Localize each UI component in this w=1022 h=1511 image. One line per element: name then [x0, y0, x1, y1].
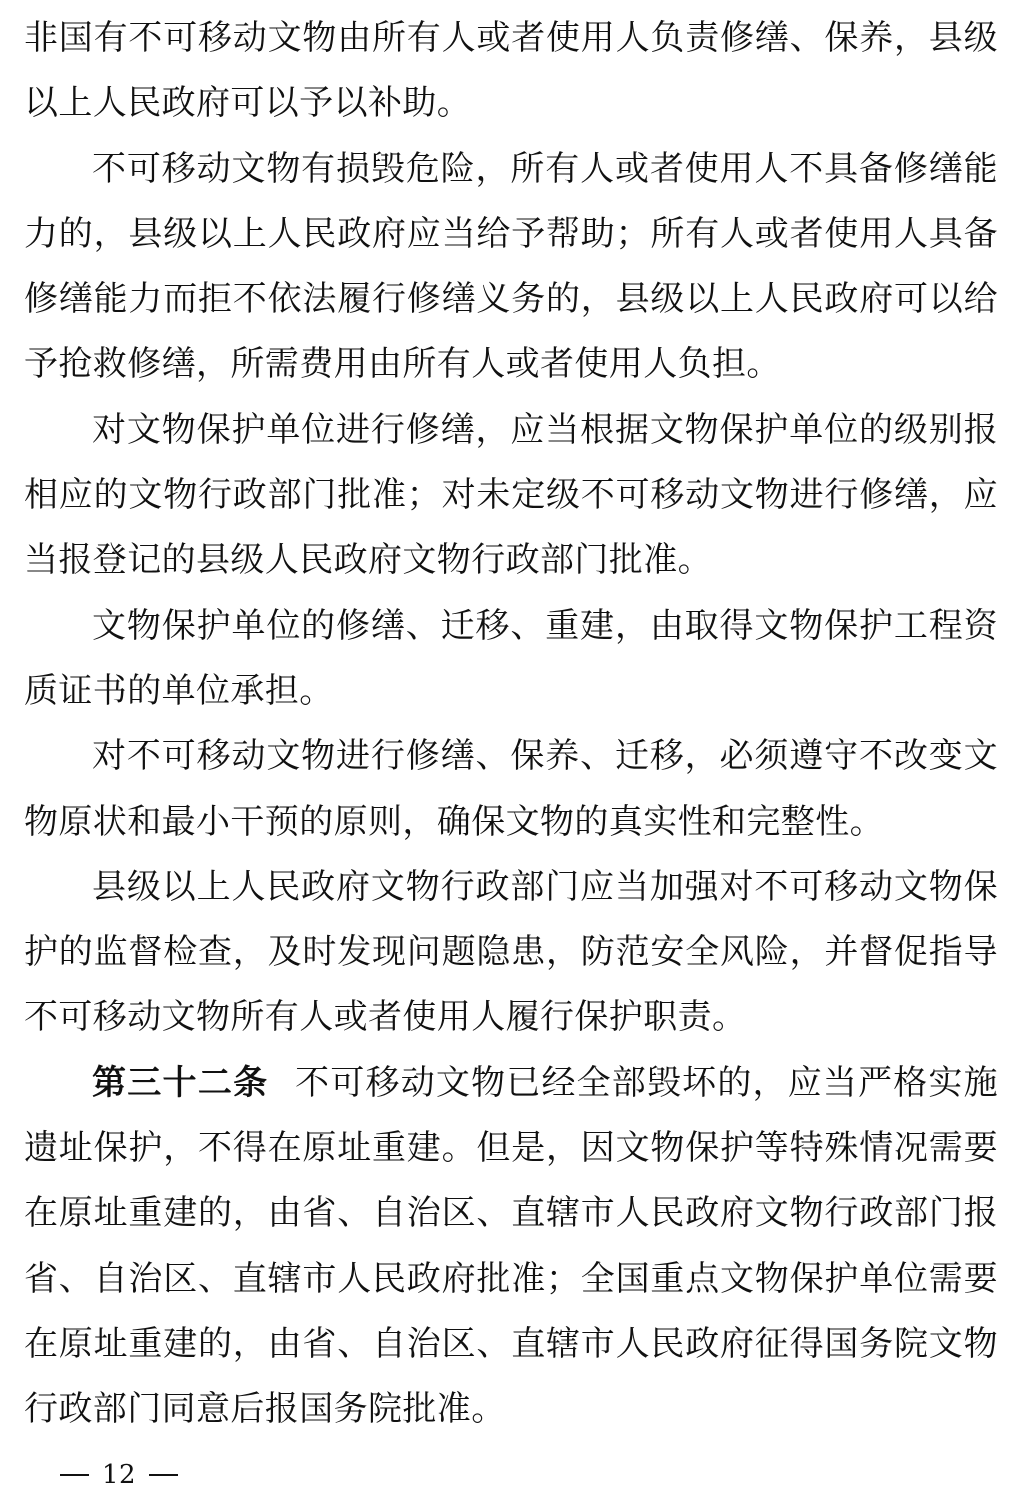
paragraph-preservation-principle: 对不可移动文物进行修缮、保养、迁移，必须遵守不改变文物原状和最小干预的原则，确保文物的真实性和完整性。 — [24, 736, 998, 842]
page-number: 12 — [102, 1460, 137, 1490]
paragraph-repair-responsibility: 非国有不可移动文物由所有人或者使用人负责修缮、保养，县级以上人民政府可以予以补助。 — [24, 18, 998, 124]
footer-right-dash — [149, 1474, 178, 1476]
article-32-paragraph — [24, 1051, 998, 1443]
document-body — [24, 6, 998, 1443]
article-text: 不可移动文物已经全部毁坏的，应当严格实施遗址保护，不得在原址重建。但是，因文物保护等特殊情况需要在原址重建的，由省、自治区、直辖市人民政府文物行政部门报省、自治区、直辖市人民政府批准；全国重点文物保护单位需要在原址重建的，由省、自治区、直辖市人民政府征得国务院文物行政部门同意后报国务院批准。 — [24, 1062, 999, 1430]
paragraph-repair-approval: 对文物保护单位进行修缮，应当根据文物保护单位的级别报相应的文物行政部门批准；对未定级不可移动文物进行修缮，应当报登记的县级人民政府文物行政部门批准。 — [24, 409, 998, 581]
paragraph-qualification: 文物保护单位的修缮、迁移、重建，由取得文物保护工程资质证书的单位承担。 — [24, 605, 998, 711]
page-footer — [60, 1455, 178, 1495]
article-heading: 第三十二条 — [92, 1062, 269, 1103]
paragraph-supervision: 县级以上人民政府文物行政部门应当加强对不可移动文物保护的监督检查，及时发现问题隐患，防范安全风险，并督促指导不可移动文物所有人或者使用人履行保护职责。 — [24, 866, 998, 1038]
footer-left-dash — [60, 1474, 89, 1476]
paragraph-damage-assistance: 不可移动文物有损毁危险，所有人或者使用人不具备修缮能力的，县级以上人民政府应当给予帮助；所有人或者使用人具备修缮能力而拒不依法履行修缮义务的，县级以上人民政府可以给予抢救修缮，所需费用由所有人或者使用人负担。 — [24, 148, 998, 385]
document-page — [24, 0, 998, 1511]
